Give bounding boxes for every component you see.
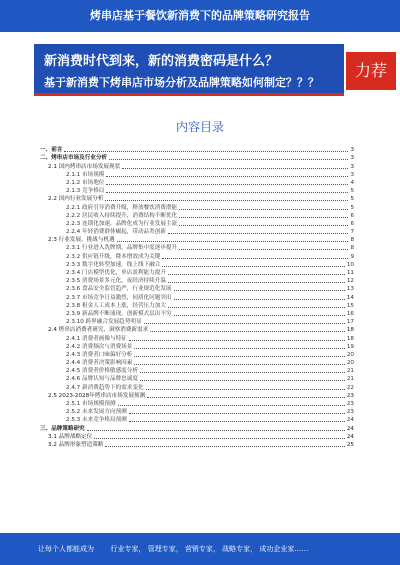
toc-entry-page: 20 (346, 360, 354, 367)
banner-subheadline: 基于新消费下烤串店市场分析及品牌策略如何制定？？？ (44, 76, 319, 89)
toc-entry-text: 2.3.8 租金人工成本上涨，经营压力加大 (66, 302, 166, 309)
toc-entry-page: 10 (346, 261, 354, 268)
toc-leader-dots (168, 282, 345, 283)
toc-entry-text: 2.3.6 食品安全监管趋严，行业规范化发展 (66, 286, 172, 293)
toc-leader-dots (129, 340, 345, 341)
toc-entry-page: 14 (346, 294, 354, 301)
toc-leader-dots (168, 307, 345, 308)
toc-entry[interactable] (40, 162, 354, 170)
toc-leader-dots (87, 430, 345, 431)
toc-entry-text: 2.3.9 新品牌不断涌现，创新模式层出不穷 (66, 310, 172, 317)
toc-entry-text: 2.4.3 消费者口味偏好分析 (66, 351, 133, 358)
toc-leader-dots (179, 217, 348, 218)
toc-entry-text: 2.4 烤串店消费者研究，洞察消费新需求 (48, 327, 149, 334)
toc-entry[interactable] (40, 408, 354, 416)
toc-leader-dots (140, 372, 345, 373)
toc-entry-text: 2.4.7 新消费趋势下的需求变化 (66, 384, 144, 391)
toc-leader-dots (106, 176, 348, 177)
toc-entry[interactable] (40, 146, 354, 154)
toc-entry-text: 2.2.3 连锁化加速，品牌化成为行业发展主流 (66, 220, 178, 227)
toc-leader-dots (118, 405, 345, 406)
toc-entry[interactable] (40, 375, 354, 383)
toc-entry-text: 2.2.4 年轻消费群体崛起，带动品类创新 (66, 229, 166, 236)
toc-leader-dots (122, 168, 348, 169)
footer-role: 行业专家 (110, 545, 139, 553)
toc-entry-text: 2.1 国内烤串店市场发展现状 (48, 163, 121, 170)
toc-entry[interactable] (40, 367, 354, 375)
toc-entry-page: 23 (346, 409, 354, 416)
toc-entry-text: 2.4.6 品牌认知与品牌忠诚度 (66, 376, 138, 383)
toc-entry-text: 2.2.1 政府引导消费升级，释放餐饮消费潜能 (66, 204, 178, 211)
toc-leader-dots (147, 397, 345, 398)
toc-entry-page: 3 (350, 155, 354, 162)
toc-entry[interactable] (40, 171, 354, 179)
toc-entry-page: 21 (346, 368, 354, 375)
footer-role: 营销专家 (184, 545, 213, 553)
toc-leader-dots (129, 421, 345, 422)
toc-entry-text: 2.4.5 消费者价格敏感度分析 (66, 368, 138, 375)
toc-entry-page: 16 (346, 310, 354, 317)
toc-leader-dots (174, 315, 345, 316)
toc-entry[interactable] (40, 236, 354, 244)
toc-entry-text: 2.4.4 消费者决策影响因素 (66, 360, 133, 367)
toc-entry-text: 3.1 品牌战略定位 (48, 433, 93, 440)
toc-entry-page: 9 (350, 253, 354, 260)
toc-leader-dots (179, 249, 348, 250)
table-of-contents (40, 146, 354, 449)
toc-entry[interactable] (40, 220, 354, 228)
toc-entry[interactable] (40, 383, 354, 391)
toc-leader-dots (117, 241, 349, 242)
toc-entry[interactable] (40, 293, 354, 301)
toc-entry-page: 5 (350, 188, 354, 195)
toc-entry-text: 2.5.2 未来发展方向预测 (66, 409, 127, 416)
toc-entry-page: 18 (346, 327, 354, 334)
toc-leader-dots (106, 192, 348, 193)
toc-entry[interactable] (40, 269, 354, 277)
toc-leader-dots (134, 364, 345, 365)
toc-entry[interactable] (40, 326, 354, 334)
toc-entry-page: 4 (350, 179, 354, 186)
toc-entry-page: 21 (346, 376, 354, 383)
toc-entry-text: 三、品牌策略研究 (40, 425, 85, 432)
toc-entry-text: 2.1.1 市场规模 (66, 171, 105, 178)
toc-leader-dots (179, 225, 348, 226)
toc-entry-page: 11 (346, 270, 354, 276)
toc-leader-dots (109, 159, 348, 160)
toc-leader-dots (105, 446, 344, 447)
toc-entry-page: 24 (346, 417, 354, 424)
toc-leader-dots (140, 380, 345, 381)
toc-entry[interactable] (40, 261, 354, 269)
toc-entry-text: 2.2 国内行业发展分析 (48, 196, 104, 203)
toc-entry-page: 23 (346, 401, 354, 407)
toc-entry-text: 2.4.2 消费频次与消费场景 (66, 343, 133, 350)
footer-role: 战略专家 (222, 545, 251, 553)
toc-entry-page: 24 (346, 425, 354, 432)
toc-leader-dots (64, 151, 348, 152)
toc-entry-text: 2.5 2023-2028年烤串店市场发展预测 (48, 392, 146, 399)
toc-entry[interactable] (40, 310, 354, 318)
toc-leader-dots (168, 233, 349, 234)
toc-entry-page: 8 (350, 237, 354, 244)
toc-entry-page: 6 (350, 220, 354, 227)
toc-entry[interactable] (40, 195, 354, 203)
toc-entry-page: 13 (346, 286, 354, 293)
toc-entry-page: 12 (346, 278, 354, 285)
toc-leader-dots (162, 258, 348, 259)
footer-role: 管理专家 (147, 545, 176, 553)
toc-entry-page: 8 (350, 245, 354, 252)
toc-entry-text: 2.5.3 未来竞争格局预测 (66, 417, 127, 424)
toc-entry[interactable] (40, 343, 354, 351)
toc-leader-dots (146, 389, 345, 390)
toc-leader-dots (144, 323, 345, 324)
toc-entry[interactable] (40, 416, 354, 424)
toc-entry[interactable] (40, 334, 354, 342)
toc-entry[interactable] (40, 277, 354, 285)
toc-entry[interactable] (40, 244, 354, 252)
toc-entry-text: 2.3.10 跨界融合发展趋势明显 (66, 319, 142, 326)
toc-entry[interactable] (40, 424, 354, 432)
toc-leader-dots (174, 299, 345, 300)
toc-entry[interactable] (40, 359, 354, 367)
footer-bar: 让每个人都能成为 行业专家， 管理专家， 营销专家， 战略专家， 成功企业家…… (0, 533, 400, 565)
toc-entry[interactable] (40, 392, 354, 400)
toc-entry-page: 18 (346, 335, 354, 342)
toc-leader-dots (174, 290, 345, 291)
toc-entry-page: 25 (346, 441, 354, 448)
toc-entry-page: 5 (350, 204, 354, 211)
toc-entry[interactable] (40, 228, 354, 236)
toc-entry-text: 2.3.7 市场竞争日益激烈，同质化问题突出 (66, 294, 172, 301)
header-title: 烤串店基于餐饮新消费下的品牌策略研究报告 (0, 0, 400, 32)
toc-entry-page: 23 (346, 392, 354, 399)
toc-leader-dots (94, 438, 345, 439)
toc-entry-page: 5 (350, 196, 354, 203)
toc-entry-text: 2.3.1 行业进入洗牌期，品牌集中度逐步提升 (66, 245, 178, 252)
toc-entry[interactable] (40, 179, 354, 187)
toc-entry-page: 24 (346, 433, 354, 440)
toc-entry-page: 6 (350, 212, 354, 219)
toc-leader-dots (179, 209, 348, 210)
toc-entry-text: 2.3.3 数字化转型加速，线上线下融合 (66, 261, 161, 268)
toc-leader-dots (168, 274, 345, 275)
toc-entry-text: 2.3.4 门店模型优化，单店盈利能力提升 (66, 270, 166, 276)
toc-leader-dots (134, 356, 345, 357)
toc-leader-dots (134, 348, 345, 349)
toc-entry[interactable] (40, 252, 354, 260)
toc-entry-page: 17 (346, 319, 354, 326)
toc-entry-text: 3.2 品牌形象塑造策略 (48, 441, 104, 448)
footer-slogan: 让每个人都能成为 (38, 545, 94, 553)
toc-entry[interactable] (40, 441, 354, 449)
toc-entry[interactable] (40, 302, 354, 310)
toc-entry[interactable] (40, 154, 354, 162)
toc-entry-text: 2.5.1 市场规模预测 (66, 401, 116, 407)
toc-entry[interactable] (40, 433, 354, 441)
banner-headline: 新消费时代到来，新的消费密码是什么？ (44, 54, 279, 69)
toc-title: 内容目录 (175, 120, 224, 134)
toc-entry-page: 3 (350, 163, 354, 170)
title-banner (34, 44, 344, 96)
toc-leader-dots (150, 331, 345, 332)
footer-role: 成功企业家…… (259, 545, 309, 553)
toc-leader-dots (162, 266, 345, 267)
toc-entry-page: 19 (346, 343, 354, 350)
toc-entry-page: 22 (346, 384, 354, 391)
toc-entry-text: 2.1.2 市场地位 (66, 179, 105, 186)
toc-entry-text: 一、前言 (40, 147, 63, 154)
toc-entry-text: 2.3.5 消费场景多元化，夜经济持续升温 (66, 278, 166, 285)
toc-entry-text: 2.2.2 居民收入持续提升，消费结构不断优化 (66, 212, 178, 219)
toc-entry-page: 3 (350, 171, 354, 178)
toc-entry-text: 2.4.1 消费者画像与特征 (66, 335, 127, 342)
toc-entry-text: 2.1.3 竞争格局 (66, 188, 105, 195)
toc-entry[interactable] (40, 318, 354, 326)
toc-entry-page: 15 (346, 302, 354, 309)
toc-entry-page: 20 (346, 351, 354, 358)
recommend-badge: 力荐 (346, 52, 396, 90)
toc-entry[interactable] (40, 212, 354, 220)
toc-entry[interactable] (40, 187, 354, 195)
toc-entry-text: 2.3.2 供应链升级，降本增效成为关键 (66, 253, 161, 260)
toc-entry-page: 3 (350, 147, 354, 154)
toc-leader-dots (105, 200, 348, 201)
toc-entry[interactable] (40, 351, 354, 359)
toc-leader-dots (106, 184, 348, 185)
toc-entry-page: 7 (350, 229, 354, 236)
toc-leader-dots (129, 413, 345, 414)
toc-entry[interactable] (40, 203, 354, 211)
toc-entry-text: 二、烤串店市场及行业分析 (40, 155, 108, 162)
toc-entry[interactable] (40, 285, 354, 293)
toc-entry[interactable] (40, 400, 354, 408)
toc-entry-text: 2.3 行业发展、挑战与机遇 (48, 237, 115, 244)
